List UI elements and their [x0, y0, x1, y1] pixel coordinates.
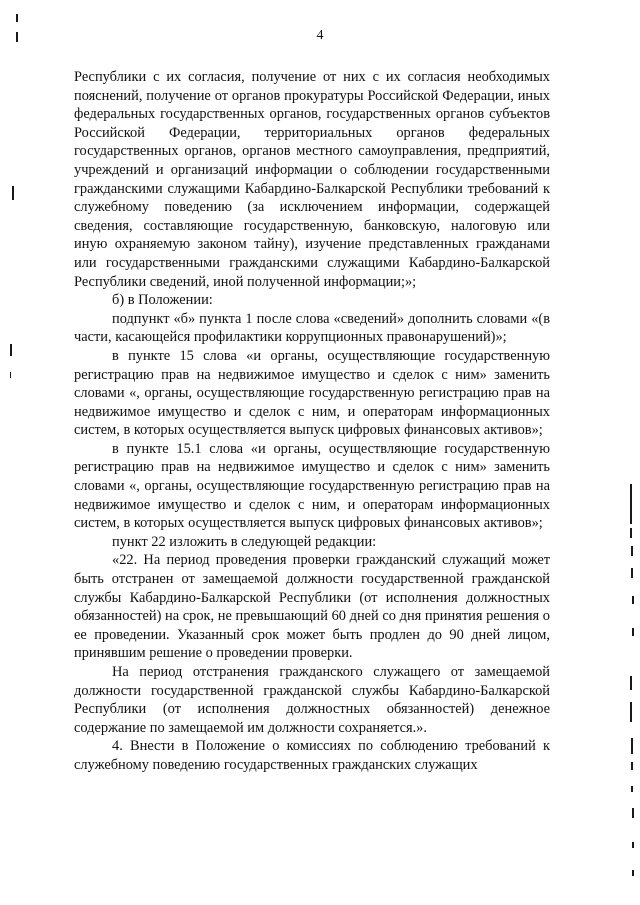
scan-mark — [632, 596, 634, 604]
paragraph-suspension-pay: На период отстранения гражданского служащего от замещаемой должности государственной гражданской службы Кабардино-Балкарской Республики (от исполнения должностных обязанностей) денежное содержание по замещаемой им должности сохраняется.». — [74, 664, 550, 736]
paragraph-item-b: б) в Положении: — [112, 292, 213, 309]
paragraph-subpoint-b: подпункт «б» пункта 1 после слова «сведений» дополнить словами «(в части, касающейся профилактики коррупционных правонарушений)»; — [74, 310, 550, 346]
scan-mark — [630, 528, 632, 538]
scan-mark — [632, 842, 634, 848]
scan-mark — [16, 32, 18, 42]
scan-mark — [630, 676, 632, 690]
scan-mark — [10, 372, 11, 378]
scan-mark — [631, 546, 633, 556]
scan-mark — [630, 484, 632, 524]
scan-mark — [12, 186, 14, 200]
scan-mark — [631, 568, 633, 578]
scan-mark — [10, 344, 12, 356]
scan-mark — [630, 702, 632, 722]
scan-mark — [16, 14, 18, 22]
scan-mark — [632, 628, 634, 636]
page-number: 4 — [316, 28, 324, 43]
paragraph-continuation: Республики с их согласия, получение от них с их согласия необходимых пояснений, получение от органов прокуратуры Российской Федерации, иных федеральных государственных органов, государственных органов субъектов Российской Федерации, территориальных органов федеральных государственных органов, органов местного самоуправления, предприятий, учреждений и организаций информации о соблюдении государственными гражданскими служащими Кабардино-Балкарской Республики требований к служебному поведению (за исключением информации, содержащей сведения, составляющие государственную, банковскую, налоговую или иную охраняемую законом тайну), изучение представленных гражданами или государственными гражданскими служащими Кабардино-Балкарской Республики сведений, иной полученной информации;»; — [74, 69, 550, 290]
document-body — [74, 68, 550, 775]
scan-mark — [631, 738, 633, 754]
scan-mark — [631, 786, 633, 792]
scan-mark — [632, 808, 634, 818]
paragraph-point-15-1: в пункте 15.1 слова «и органы, осуществляющие государственную регистрацию прав на недвижимое имущество и сделок с ним» заменить словами «, органы, осуществляющие государственную регистрацию прав на недвижимое имущество и сделок с ним, и операторам информационных систем, в которых осуществляется выпуск цифровых финансовых активов»; — [74, 440, 550, 532]
scan-mark — [631, 762, 633, 770]
paragraph-point-15: в пункте 15 слова «и органы, осуществляющие государственную регистрацию прав на недвижимое имущество и сделок с ним» заменить словами «, органы, осуществляющие государственную регистрацию прав на недвижимое имущество и сделок с ним, и операторам информационных систем, в которых осуществляется выпуск цифровых финансовых активов»; — [74, 347, 550, 439]
paragraph-point-22-intro: пункт 22 изложить в следующей редакции: — [112, 533, 377, 550]
paragraph-point-22-text: «22. На период проведения проверки гражданский служащий может быть отстранен от замещаемой должности государственной гражданской службы Кабардино-Балкарской Республики (от исполнения должностных обязанностей) на срок, не превышающий 60 дней со дня принятия решения о ее проведении. Указанный срок может быть продлен до 90 дней лицом, принявшим решение о проведении проверки. — [74, 552, 550, 662]
paragraph-item-4: 4. Внести в Положение о комиссиях по соблюдению требований к служебному поведению государственных гражданских служащих — [74, 738, 550, 773]
scan-mark — [632, 870, 634, 876]
